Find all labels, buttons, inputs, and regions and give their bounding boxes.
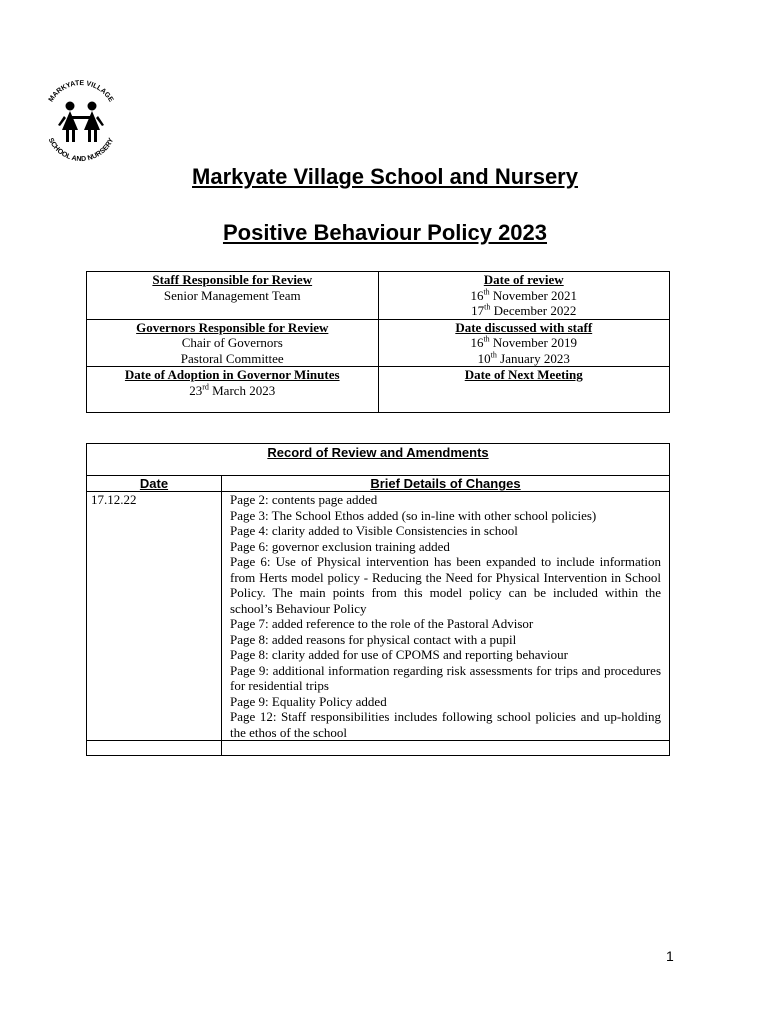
svg-text:SCHOOL AND NURSERY [47,137,116,163]
governors-responsible-cell [87,319,379,367]
adoption-date-label: Date of Adoption in Governor Minutes [124,367,340,382]
date-discussed-1: 16th November 2019 [470,334,578,350]
review-table [86,271,670,413]
empty-table-row [87,741,670,756]
date-of-review-cell [378,272,670,320]
adoption-date-cell [87,367,379,413]
staff-responsible-label: Staff Responsible for Review [152,272,313,287]
date-discussed-2: 10th January 2023 [477,350,570,366]
table-row [87,492,670,741]
detail-line: Page 6: Use of Physical intervention has been expanded to include information from Herts model policy - Reducing the Need for Physical Intervention in School Policy. The main points from this model policy can be included within the school’s Behaviour Policy [230,554,661,616]
detail-line: Page 9: additional information regarding risk assessments for trips and procedures for residential trips [230,662,661,693]
date-of-review-2: 17th December 2022 [471,302,577,318]
policy-title-heading: Positive Behaviour Policy 2023 [222,220,548,245]
page-number: 1 [666,948,674,964]
staff-responsible-value: Senior Management Team [163,287,301,303]
detail-line: Page 12: Staff responsibilities includes following school policies and up-holding the ethos of the school [230,709,661,740]
detail-line: Page 7: added reference to the role of the Pastoral Advisor [230,616,534,631]
governors-responsible-label: Governors Responsible for Review [136,319,329,335]
amendment-details [222,492,670,741]
detail-line: Page 8: added reasons for physical contact with a pupil [230,631,517,647]
governors-value-2: Pastoral Committee [180,350,284,366]
column-header-details: Brief Details of Changes [222,476,670,492]
detail-line: Page 8: clarity added for use of CPOMS and reporting behaviour [230,647,568,662]
amendments-table [86,443,670,756]
next-meeting-cell [378,367,670,413]
adoption-date-value: 23rd March 2023 [189,382,276,398]
school-name-heading: Markyate Village School and Nursery [192,164,578,189]
detail-line: Page 2: contents page added [230,492,378,507]
detail-line: Page 9: Equality Policy added [230,693,387,709]
detail-line: Page 3: The School Ethos added (so in-line with other school policies) [230,507,597,523]
empty-details-cell [222,741,670,756]
date-of-review-1: 16th November 2021 [470,287,578,303]
column-header-date: Date [87,476,222,492]
svg-text:MARKYATE VILLAGE [48,80,115,104]
date-discussed-cell [378,319,670,367]
children-icon [58,102,104,143]
amendments-caption: Record of Review and Amendments [87,444,670,476]
staff-responsible-cell [87,272,379,320]
logo-text-top: MARKYATE VILLAGE [47,79,115,104]
next-meeting-label: Date of Next Meeting [464,367,583,382]
school-logo [40,78,122,168]
empty-date-cell [87,741,222,756]
detail-line: Page 4: clarity added to Visible Consistencies in school [230,523,518,538]
date-discussed-label: Date discussed with staff [455,319,593,335]
amendment-date: 17.12.22 [87,492,222,741]
governors-value-1: Chair of Governors [181,335,283,350]
logo-text-bottom: SCHOOL AND NURSERY [46,137,116,164]
date-of-review-label: Date of review [483,272,564,287]
detail-line: Page 6: governor exclusion training added [230,538,450,554]
